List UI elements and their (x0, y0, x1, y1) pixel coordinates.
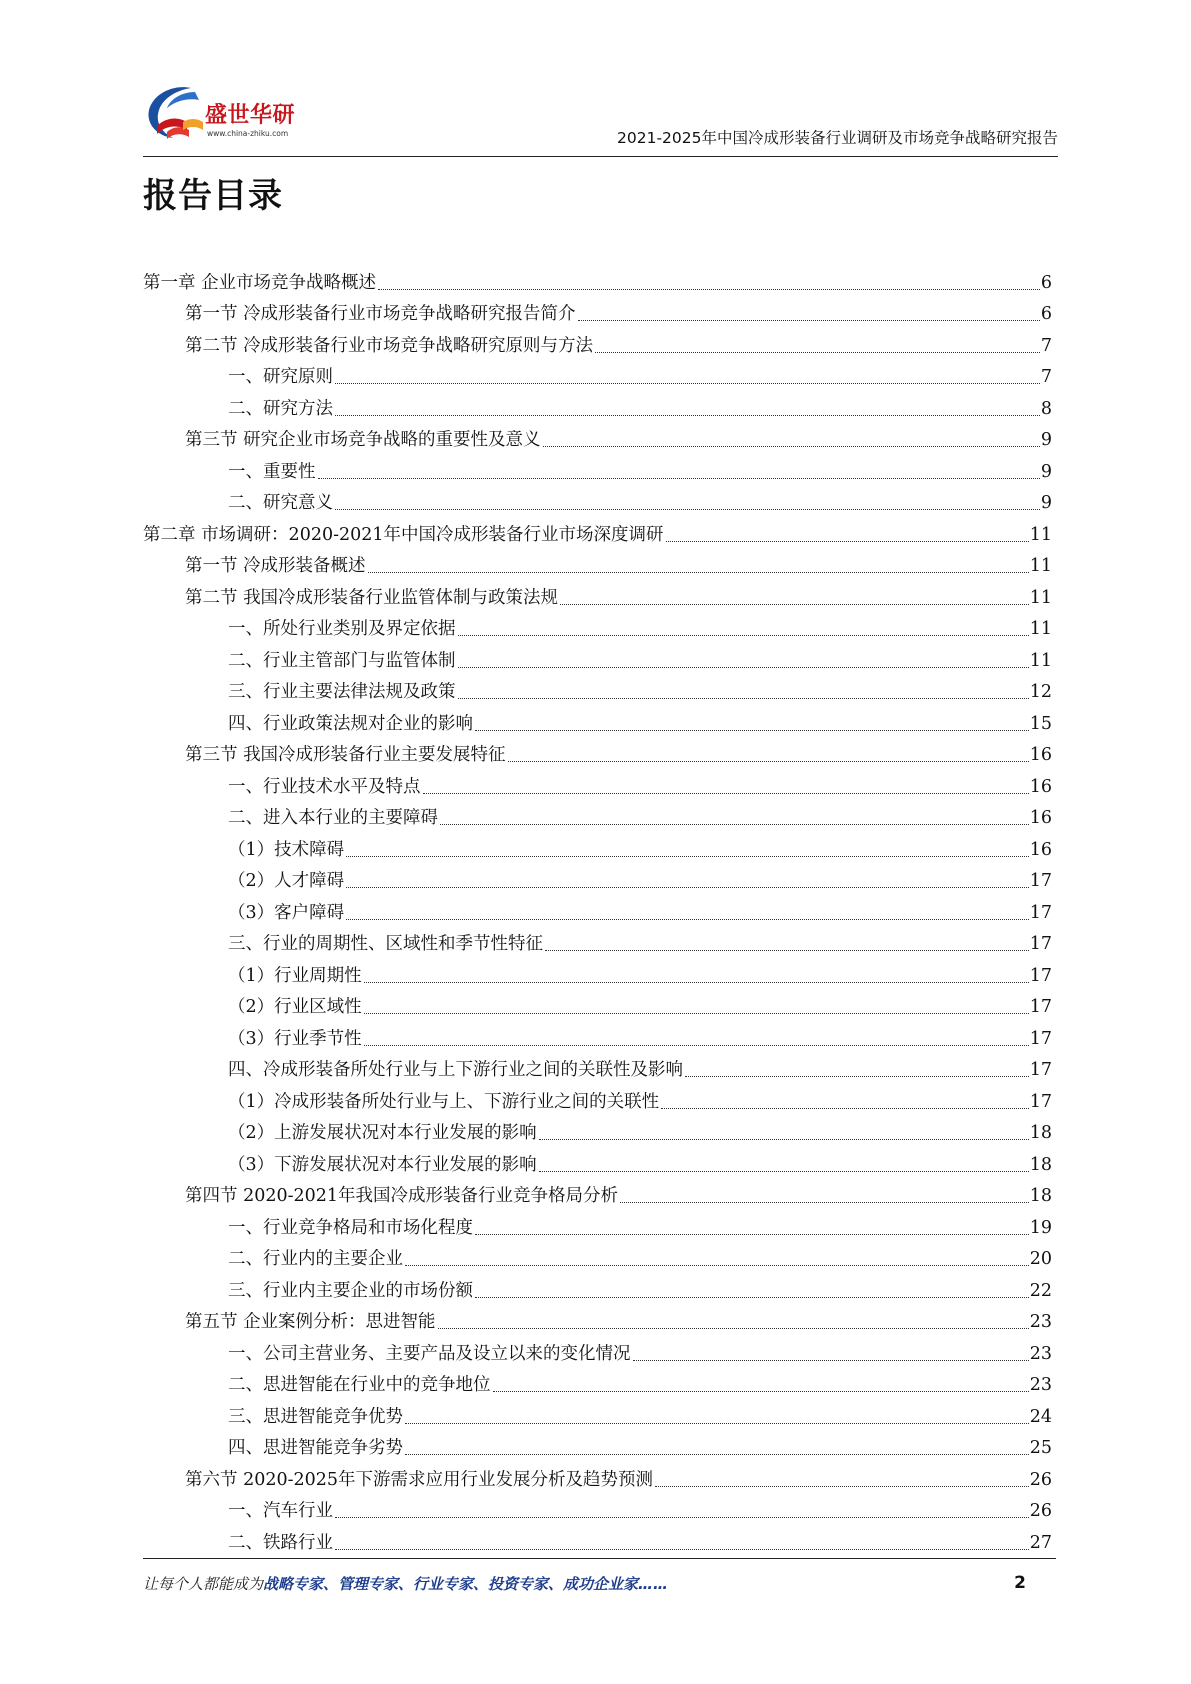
page-number: 2 (1014, 1573, 1026, 1593)
toc-entry[interactable] (143, 421, 1052, 453)
toc-entry-title: 一、公司主营业务、主要产品及设立以来的变化情况 (228, 1343, 631, 1364)
table-of-contents (143, 263, 1052, 1555)
toc-dot-leader (633, 1360, 1029, 1361)
toc-dot-leader (475, 1297, 1029, 1298)
toc-entry-title: 二、铁路行业 (228, 1532, 333, 1553)
toc-entry-page: 11 (1029, 587, 1052, 608)
toc-dot-leader (661, 1108, 1029, 1109)
toc-entry[interactable] (143, 515, 1052, 547)
toc-entry-title: 一、行业技术水平及特点 (228, 776, 421, 797)
header-divider (143, 156, 1058, 157)
toc-dot-leader (346, 856, 1029, 857)
toc-dot-leader (405, 1265, 1029, 1266)
toc-dot-leader (685, 1076, 1029, 1077)
toc-entry-page: 24 (1029, 1406, 1052, 1427)
toc-entry-page: 11 (1029, 650, 1052, 671)
toc-entry-title: （2）上游发展状况对本行业发展的影响 (228, 1123, 537, 1143)
toc-entry-page: 9 (1040, 430, 1052, 450)
toc-entry[interactable] (143, 704, 1052, 736)
toc-entry[interactable] (143, 1177, 1052, 1209)
toc-entry-page: 17 (1029, 1091, 1052, 1112)
toc-dot-leader (335, 383, 1040, 384)
toc-entry-title: 第一节 冷成形装备概述 (185, 556, 366, 576)
toc-entry[interactable] (143, 1114, 1052, 1146)
toc-entry[interactable] (143, 484, 1052, 516)
toc-entry[interactable] (143, 767, 1052, 799)
toc-entry-title: （1）技术障碍 (228, 839, 345, 860)
toc-dot-leader (543, 446, 1040, 447)
toc-entry[interactable] (143, 1240, 1052, 1272)
toc-entry[interactable] (143, 263, 1052, 295)
toc-dot-leader (458, 667, 1029, 668)
toc-entry[interactable] (143, 862, 1052, 894)
toc-entry[interactable] (143, 1145, 1052, 1177)
toc-dot-leader (423, 793, 1029, 794)
toc-entry[interactable] (143, 295, 1052, 327)
toc-entry-title: 第三节 研究企业市场竞争战略的重要性及意义 (185, 430, 541, 450)
toc-entry-title: 二、进入本行业的主要障碍 (228, 808, 438, 828)
toc-entry-title: 四、行业政策法规对企业的影响 (228, 713, 473, 734)
toc-dot-leader (560, 604, 1029, 605)
toc-entry-page: 19 (1029, 1217, 1052, 1238)
toc-entry-page: 23 (1029, 1375, 1052, 1395)
toc-entry-page: 9 (1040, 493, 1052, 513)
toc-dot-leader (539, 1139, 1029, 1140)
toc-entry-title: 第二章 市场调研：2020-2021年中国冷成形装备行业市场深度调研 (143, 524, 664, 545)
page-footer (143, 1573, 1056, 1597)
toc-entry-page: 16 (1029, 776, 1052, 797)
logo-emblem-icon (143, 82, 213, 146)
toc-entry-title: 第一节 冷成形装备行业市场竞争战略研究报告简介 (185, 304, 576, 324)
toc-entry-page: 7 (1040, 367, 1052, 387)
toc-entry-page: 8 (1040, 398, 1052, 419)
toc-entry-title: 三、行业内主要企业的市场份额 (228, 1280, 473, 1301)
toc-dot-leader (475, 1234, 1029, 1235)
toc-dot-leader (405, 1454, 1029, 1455)
toc-entry-page: 18 (1029, 1154, 1052, 1175)
toc-entry[interactable] (143, 1492, 1052, 1524)
toc-entry[interactable] (143, 641, 1052, 673)
toc-entry-title: 第一章 企业市场竞争战略概述 (143, 272, 377, 293)
toc-entry[interactable] (143, 988, 1052, 1020)
toc-dot-leader (666, 541, 1029, 542)
toc-entry[interactable] (143, 1397, 1052, 1429)
toc-dot-leader (508, 761, 1029, 762)
toc-entry-title: （3）行业季节性 (228, 1028, 362, 1049)
toc-entry-title: （1）冷成形装备所处行业与上、下游行业之间的关联性 (228, 1091, 660, 1112)
toc-entry-page: 7 (1040, 335, 1052, 356)
toc-entry[interactable] (143, 673, 1052, 705)
logo-url: www.china-zhiku.com (207, 129, 289, 138)
toc-dot-leader (335, 509, 1040, 510)
toc-entry[interactable] (143, 830, 1052, 862)
toc-entry-title: 一、研究原则 (228, 367, 333, 387)
toc-entry-page: 17 (1029, 871, 1052, 891)
toc-entry-title: 一、所处行业类别及界定依据 (228, 619, 456, 639)
toc-dot-leader (368, 572, 1029, 573)
toc-entry-page: 9 (1040, 461, 1052, 482)
toc-entry[interactable] (143, 1334, 1052, 1366)
toc-dot-leader (620, 1202, 1029, 1203)
toc-dot-leader (335, 1549, 1029, 1550)
toc-dot-leader (475, 730, 1029, 731)
toc-entry-title: （2）行业区域性 (228, 997, 362, 1017)
toc-entry[interactable] (143, 1019, 1052, 1051)
toc-entry-page: 17 (1029, 902, 1052, 923)
page-title: 报告目录 (143, 176, 283, 216)
toc-dot-leader (364, 1045, 1029, 1046)
toc-entry-page: 16 (1029, 839, 1052, 860)
toc-dot-leader (458, 635, 1029, 636)
toc-entry-page: 11 (1029, 619, 1052, 639)
toc-entry[interactable] (143, 547, 1052, 579)
toc-entry-page: 17 (1029, 1060, 1052, 1080)
toc-entry-title: 第二节 冷成形装备行业市场竞争战略研究原则与方法 (185, 335, 594, 356)
toc-entry-page: 6 (1040, 304, 1052, 324)
toc-entry-title: 第四节 2020-2021年我国冷成形装备行业竞争格局分析 (185, 1186, 619, 1206)
toc-entry-page: 25 (1029, 1438, 1052, 1458)
toc-entry-page: 17 (1029, 1028, 1052, 1049)
toc-entry-title: （3）下游发展状况对本行业发展的影响 (228, 1154, 537, 1175)
toc-dot-leader (364, 982, 1029, 983)
toc-entry-page: 18 (1029, 1123, 1052, 1143)
toc-entry-page: 23 (1029, 1343, 1052, 1364)
toc-entry-page: 11 (1029, 524, 1052, 545)
toc-entry-page: 23 (1029, 1312, 1052, 1332)
toc-entry-title: 三、思进智能竞争优势 (228, 1406, 403, 1427)
toc-entry-page: 16 (1029, 745, 1052, 765)
toc-entry[interactable] (143, 1303, 1052, 1335)
toc-entry-title: 第二节 我国冷成形装备行业监管体制与政策法规 (185, 587, 559, 608)
toc-entry-page: 17 (1029, 997, 1052, 1017)
toc-entry[interactable] (143, 1460, 1052, 1492)
toc-entry[interactable] (143, 799, 1052, 831)
toc-entry-title: 三、行业主要法律法规及政策 (228, 682, 456, 702)
toc-entry[interactable] (143, 358, 1052, 390)
toc-entry-page: 18 (1029, 1186, 1052, 1206)
toc-entry-title: 二、行业内的主要企业 (228, 1249, 403, 1269)
toc-entry-title: （1）行业周期性 (228, 965, 362, 986)
footer-divider (143, 1558, 1056, 1559)
toc-entry[interactable] (143, 389, 1052, 421)
toc-entry[interactable] (143, 925, 1052, 957)
toc-dot-leader (655, 1486, 1029, 1487)
toc-entry-title: 二、研究意义 (228, 493, 333, 513)
toc-entry-title: 二、行业主管部门与监管体制 (228, 650, 456, 671)
toc-entry-title: （2）人才障碍 (228, 871, 345, 891)
toc-entry-page: 11 (1029, 556, 1052, 576)
toc-dot-leader (595, 352, 1040, 353)
toc-dot-leader (539, 1171, 1029, 1172)
toc-dot-leader (346, 919, 1029, 920)
toc-dot-leader (405, 1423, 1029, 1424)
toc-entry[interactable] (143, 578, 1052, 610)
toc-entry-title: 一、行业竞争格局和市场化程度 (228, 1217, 473, 1238)
toc-entry-page: 26 (1029, 1501, 1052, 1521)
toc-entry[interactable] (143, 1523, 1052, 1555)
logo-name: 盛世华研 (205, 103, 296, 128)
toc-entry[interactable] (143, 326, 1052, 358)
toc-dot-leader (378, 289, 1040, 290)
toc-entry-title: 三、行业的周期性、区域性和季节性特征 (228, 934, 543, 954)
toc-entry-title: 四、思进智能竞争劣势 (228, 1438, 403, 1458)
toc-entry-title: 第五节 企业案例分析：思进智能 (185, 1312, 436, 1332)
toc-entry-page: 17 (1029, 934, 1052, 954)
toc-entry-page: 22 (1029, 1280, 1052, 1301)
toc-entry-page: 20 (1029, 1249, 1052, 1269)
toc-entry-page: 27 (1029, 1532, 1052, 1553)
toc-entry-title: 一、汽车行业 (228, 1501, 333, 1521)
toc-entry[interactable] (143, 1051, 1052, 1083)
toc-dot-leader (578, 320, 1040, 321)
toc-dot-leader (335, 1517, 1029, 1518)
toc-entry-title: 一、重要性 (228, 461, 316, 482)
report-title: 2021-2025年中国冷成形装备行业调研及市场竞争战略研究报告 (617, 129, 1058, 147)
toc-entry-title: 第六节 2020-2025年下游需求应用行业发展分析及趋势预测 (185, 1469, 654, 1490)
toc-entry[interactable] (143, 1429, 1052, 1461)
footer-slogan-roles: 战略专家、管理专家、行业专家、投资专家、成功企业家…… (263, 1575, 669, 1593)
toc-entry[interactable] (143, 956, 1052, 988)
toc-entry-page: 6 (1040, 272, 1052, 293)
toc-entry-page: 12 (1029, 682, 1052, 702)
toc-dot-leader (545, 950, 1029, 951)
toc-dot-leader (493, 1391, 1029, 1392)
company-logo (143, 82, 318, 148)
toc-dot-leader (346, 887, 1029, 888)
toc-dot-leader (335, 415, 1040, 416)
toc-entry-title: 四、冷成形装备所处行业与上下游行业之间的关联性及影响 (228, 1060, 683, 1080)
toc-entry[interactable] (143, 736, 1052, 768)
footer-slogan-prefix: 让每个人都能成为 (143, 1575, 264, 1593)
toc-entry-page: 26 (1029, 1469, 1052, 1490)
toc-entry[interactable] (143, 1366, 1052, 1398)
toc-dot-leader (458, 698, 1029, 699)
toc-entry[interactable] (143, 893, 1052, 925)
toc-entry-title: 二、思进智能在行业中的竞争地位 (228, 1375, 491, 1395)
toc-entry[interactable] (143, 452, 1052, 484)
toc-entry-title: 二、研究方法 (228, 398, 333, 419)
toc-entry[interactable] (143, 1208, 1052, 1240)
toc-dot-leader (364, 1013, 1029, 1014)
toc-entry[interactable] (143, 610, 1052, 642)
toc-entry[interactable] (143, 1271, 1052, 1303)
toc-entry-page: 16 (1029, 808, 1052, 828)
toc-dot-leader (440, 824, 1029, 825)
page-header (143, 82, 1058, 158)
toc-dot-leader (438, 1328, 1029, 1329)
toc-entry-title: （3）客户障碍 (228, 902, 345, 923)
toc-entry-page: 17 (1029, 965, 1052, 986)
toc-entry[interactable] (143, 1082, 1052, 1114)
toc-dot-leader (318, 478, 1040, 479)
toc-entry-page: 15 (1029, 713, 1052, 734)
toc-entry-title: 第三节 我国冷成形装备行业主要发展特征 (185, 745, 506, 765)
